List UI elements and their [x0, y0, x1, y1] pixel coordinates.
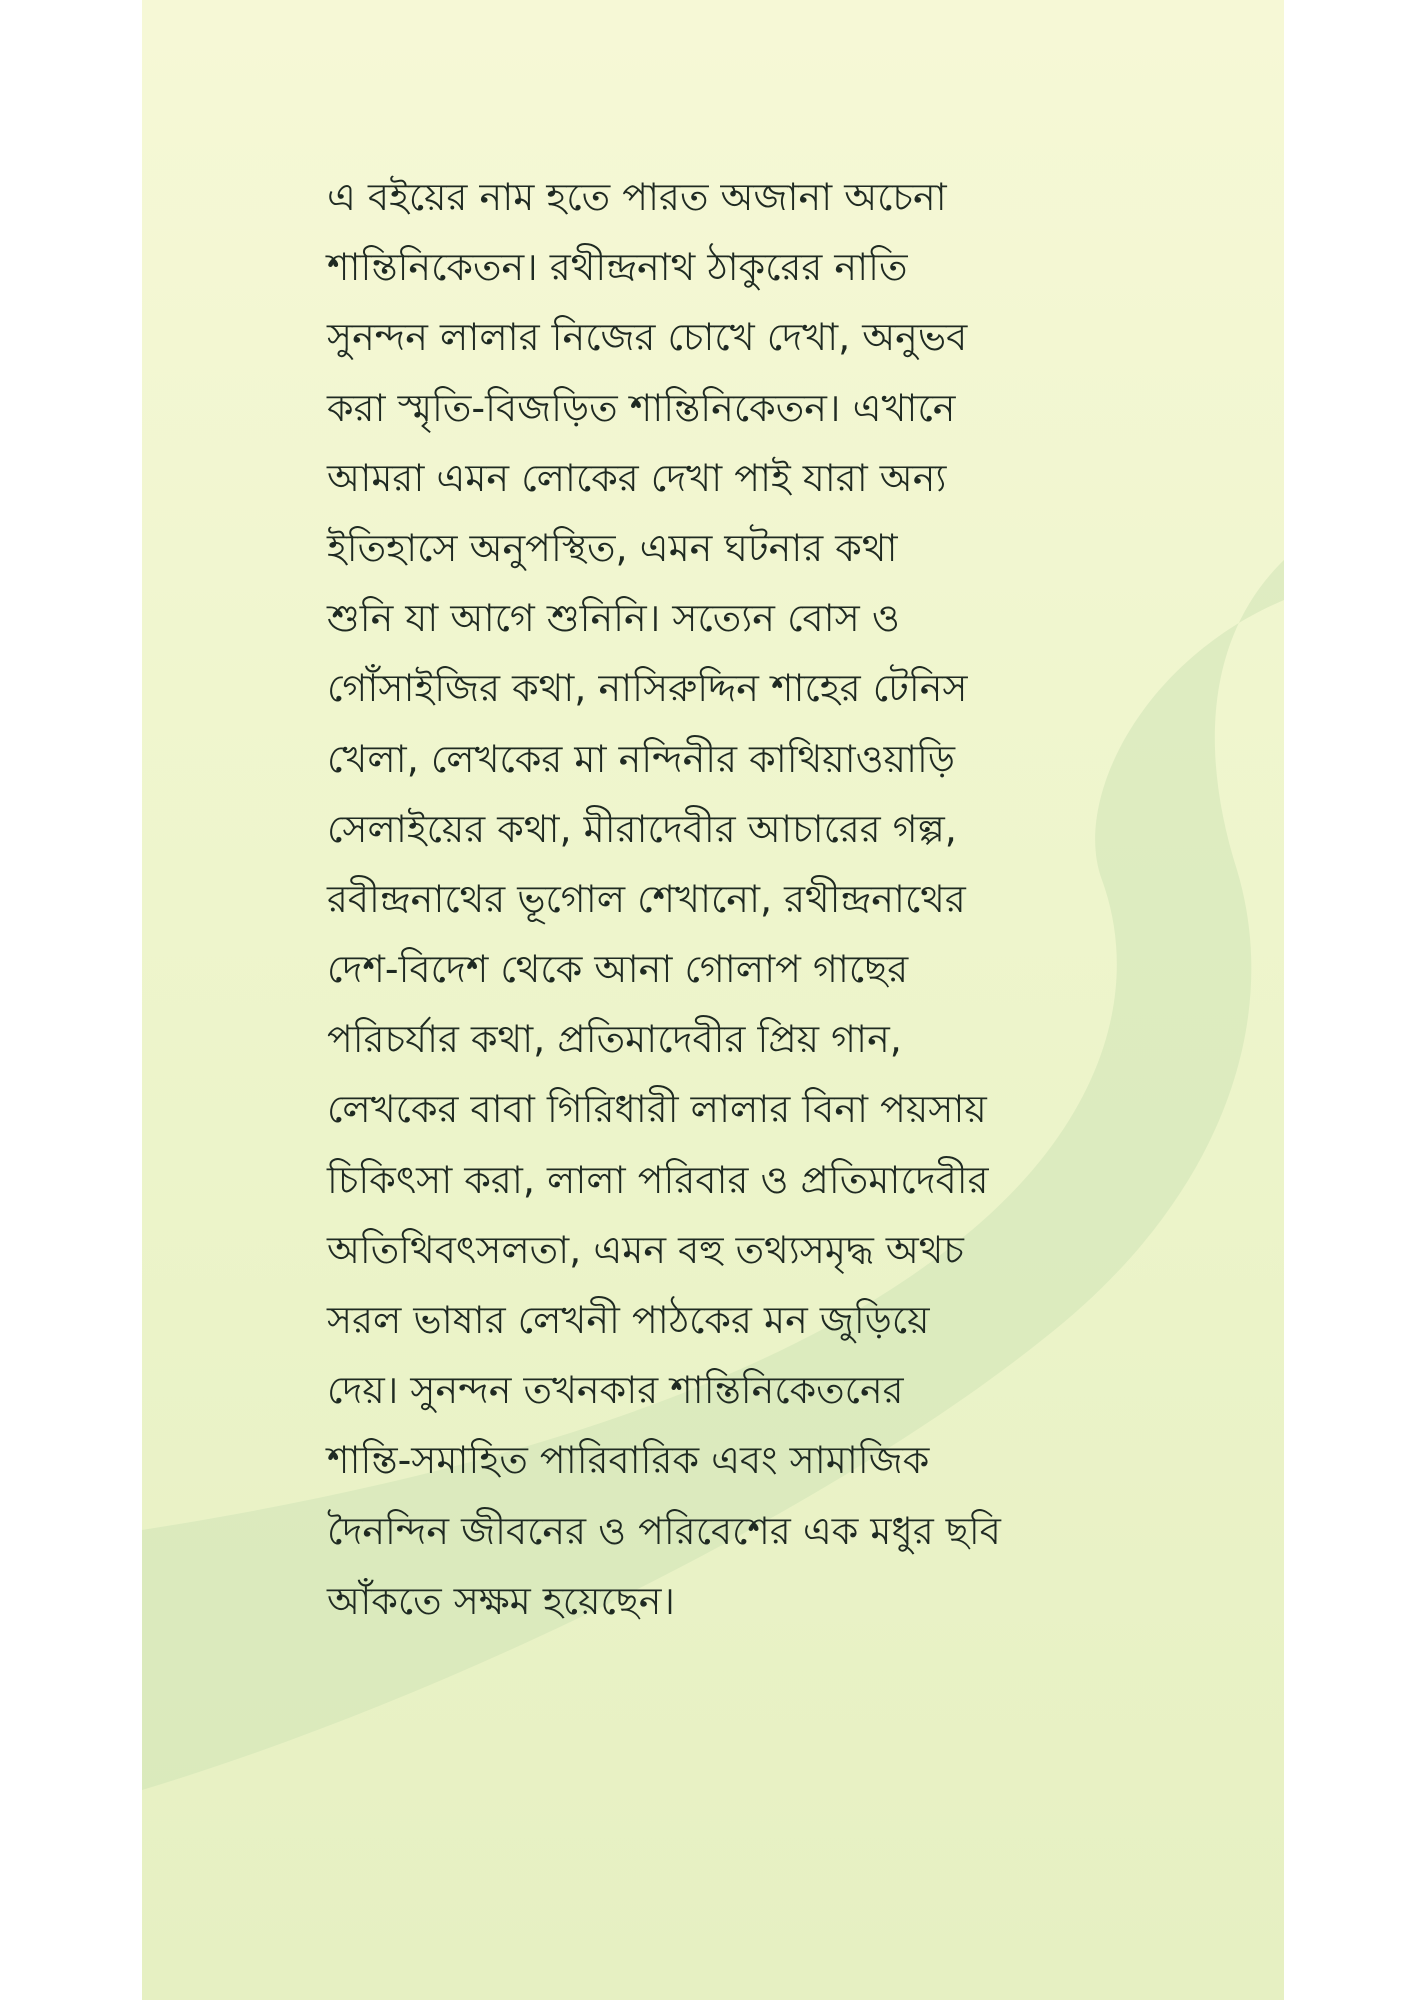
blurb-line: দেয়। সুনন্দন তখনকার শান্তিনিকেতনের: [327, 1368, 904, 1413]
blurb-line: পরিচর্যার কথা, প্রতিমাদেবীর প্রিয় গান,: [327, 1017, 902, 1062]
blurb-line: অতিথিবৎসলতা, এমন বহু তথ্যসমৃদ্ধ অথচ: [327, 1227, 964, 1272]
blurb-line: লেখকের বাবা গিরিধারী লালার বিনা পয়সায়: [327, 1087, 987, 1132]
blurb-line: গোঁসাইজির কথা, নাসিরুদ্দিন শাহের টেনিস: [327, 666, 968, 711]
blurb-line: শান্তি-সমাহিত পারিবারিক এবং সামাজিক: [327, 1438, 930, 1483]
blurb-line: রবীন্দ্রনাথের ভূগোল শেখানো, রথীন্দ্রনাথের: [327, 876, 966, 921]
blurb-line: শান্তিনিকেতন। রথীন্দ্রনাথ ঠাকুরের নাতি: [327, 245, 908, 290]
book-back-cover: [142, 0, 1284, 2000]
blurb-line: দৈনন্দিন জীবনের ও পরিবেশের এক মধুর ছবি: [327, 1508, 1001, 1553]
blurb-line: সরল ভাষার লেখনী পাঠকের মন জুড়িয়ে: [327, 1298, 930, 1342]
blurb-line: সুনন্দন লালার নিজের চোখে দেখা, অনুভব: [327, 315, 968, 360]
blurb-line: সেলাইয়ের কথা, মীরাদেবীর আচারের গল্প,: [327, 806, 957, 851]
blurb-line: খেলা, লেখকের মা নন্দিনীর কাথিয়াওয়াড়ি: [327, 736, 956, 781]
blurb-text: [327, 162, 1147, 1636]
blurb-line: শুনি যা আগে শুনিনি। সত্যেন বোস ও: [327, 596, 900, 641]
blurb-line: ইতিহাসে অনুপস্থিত, এমন ঘটনার কথা: [327, 525, 898, 570]
blurb-line: চিকিৎসা করা, লালা পরিবার ও প্রতিমাদেবীর: [327, 1157, 989, 1202]
blurb-line: করা স্মৃতি-বিজড়িত শান্তিনিকেতন। এখানে: [327, 385, 956, 430]
blurb-line: এ বইয়ের নাম হতে পারত অজানা অচেনা: [327, 175, 947, 219]
blurb-line: দেশ-বিদেশ থেকে আনা গোলাপ গাছের: [327, 947, 909, 992]
blurb-line: আমরা এমন লোকের দেখা পাই যারা অন্য: [327, 455, 947, 500]
blurb-line: আঁকতে সক্ষম হয়েছেন।: [327, 1578, 676, 1623]
